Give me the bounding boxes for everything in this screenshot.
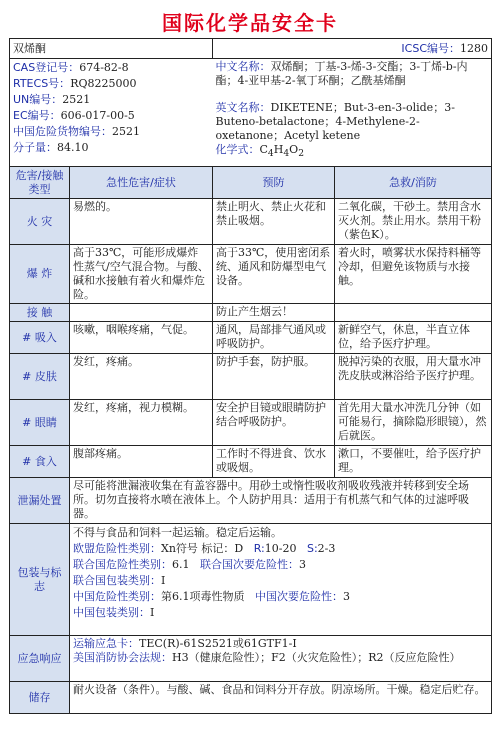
english-name: 英文名称：DIKETENE；But-3-en-3-olide；3-Buteno-betalactone；4-Methylene-2-oxetanone；Acetyl ketene <box>215 101 455 142</box>
chinese-name: 中文名称：双烯酮；丁基-3-烯-3-交酯；3-丁烯-b-内酯；4-亚甲基-2-氧丁环酮；乙酰基烯酮 <box>215 60 468 87</box>
nfpa-code: 美国消防协会法规：H3（健康危险性）；F2（火灾危险性）；R2（反应危险性） <box>73 651 461 664</box>
ec-number: EC编号：606-017-00-5 <box>13 109 135 122</box>
hazard-row-eyes: # 眼睛 发红，疼痛，视力模糊。 安全护目镜或眼睛防护结合呼吸防护。 首先用大量水冲洗几分钟（如可能易行，摘除隐形眼镜），然后就医。 <box>10 400 492 446</box>
hazard-row-skin: # 皮肤 发红，疼痛。 防护手套，防护服。 脱掉污染的衣服，用大量水冲洗皮肤或淋浴给予医疗护理。 <box>10 354 492 400</box>
header-prevention: 预防 <box>213 167 335 199</box>
header-firstaid: 急救/消防 <box>335 167 492 199</box>
header-type: 危害/接触类型 <box>10 167 70 199</box>
un-packing-group: 联合国包装类别：I <box>73 574 166 587</box>
cn-classification: 中国危险性类别：第6.1项毒性物质 中国次要危险性：3 <box>73 590 350 603</box>
hazard-row-fire: 火 灾 易燃的。 禁止明火、禁止火花和禁止吸烟。 二氧化碳，干砂土。禁用含水灭火剂。禁止用水。禁用干粉（紫色K）。 <box>10 199 492 245</box>
transport-emergency-card: 运输应急卡：TEC(R)-61S2521或61GTF1-I <box>73 637 297 650</box>
icsc-number: ICSC编号：1280 <box>213 39 492 59</box>
names-block <box>213 59 492 167</box>
packaging-transport: 不得与食品和饲料一起运输。稳定后运输。 <box>73 526 282 539</box>
emergency-row: 应急响应 运输应急卡：TEC(R)-61S2521或61GTF1-I 美国消防协会法规：H3（健康危险性）；F2（火灾危险性）；R2（反应危险性） <box>10 636 492 682</box>
header-symptoms: 急性危害/症状 <box>70 167 213 199</box>
chemical-formula: 化学式：$C_4H_4O_2$ <box>215 143 305 160</box>
hazard-row-inhalation: # 吸入 咳嗽，咽喉疼痛，气促。 通风，局部排气通风或呼吸防护。 新鲜空气，休息，半直立体位，给予医疗护理。 <box>10 322 492 354</box>
packaging-row: 包装与标志 不得与食品和饲料一起运输。稳定后运输。 欧盟危险性类别：Xn符号 标记：D R:10-20 S:2-3 联合国危险性类别：6.1 联合国次要危险性：3 联合国包装类别：I 中国危险性类别：第6.1项毒性物质 中国次要危险性：3 中国包装类别：I <box>10 524 492 636</box>
hazard-row-explosion: 爆 炸 高于33℃，可能形成爆炸性蒸气/空气混合物。与酸、碱和水接触有着火和爆炸危险。 高于33℃，使用密闭系统、通风和防爆型电气设备。 着火时，喷雾状水保持料桶等冷却，但避免该物质与水接触。 <box>10 245 492 304</box>
eu-classification: 欧盟危险性类别：Xn符号 标记：D R:10-20 S:2-3 <box>73 542 336 555</box>
cn-goods-number: 中国危险货物编号：2521 <box>13 125 140 138</box>
spill-row: 泄漏处置 尽可能将泄漏液收集在有盖容器中。用砂土或惰性吸收剂吸收残液并转移到安全场所。切勿直接将水喷在液体上。个人防护用具：适用于有机蒸气和气体的过滤呼吸器。 <box>10 478 492 524</box>
identifiers-block <box>10 59 213 167</box>
cn-packing-group: 中国包装类别：I <box>73 606 155 619</box>
molecular-weight: 分子量：84.10 <box>13 141 89 154</box>
storage-row: 储存 耐火设备（条件）。与酸、碱、食品和饲料分开存放。阴凉场所。干燥。稳定后贮存。 <box>10 682 492 714</box>
hazard-row-contact: 接 触 防止产生烟云！ <box>10 304 492 322</box>
rtecs-number: RTECS号：RQ8225000 <box>13 77 137 90</box>
safety-card-table <box>9 38 492 714</box>
un-classification: 联合国危险性类别：6.1 联合国次要危险性：3 <box>73 558 306 571</box>
un-number: UN编号：2521 <box>13 93 91 106</box>
cas-number: CAS登记号：674-82-8 <box>13 61 129 74</box>
card-title: 国际化学品安全卡 <box>162 11 338 35</box>
hazard-row-ingestion: # 食入 腹部疼痛。 工作时不得进食、饮水或吸烟。 漱口，不要催吐，给予医疗护理。 <box>10 446 492 478</box>
chemical-name: 双烯酮 <box>10 39 213 59</box>
